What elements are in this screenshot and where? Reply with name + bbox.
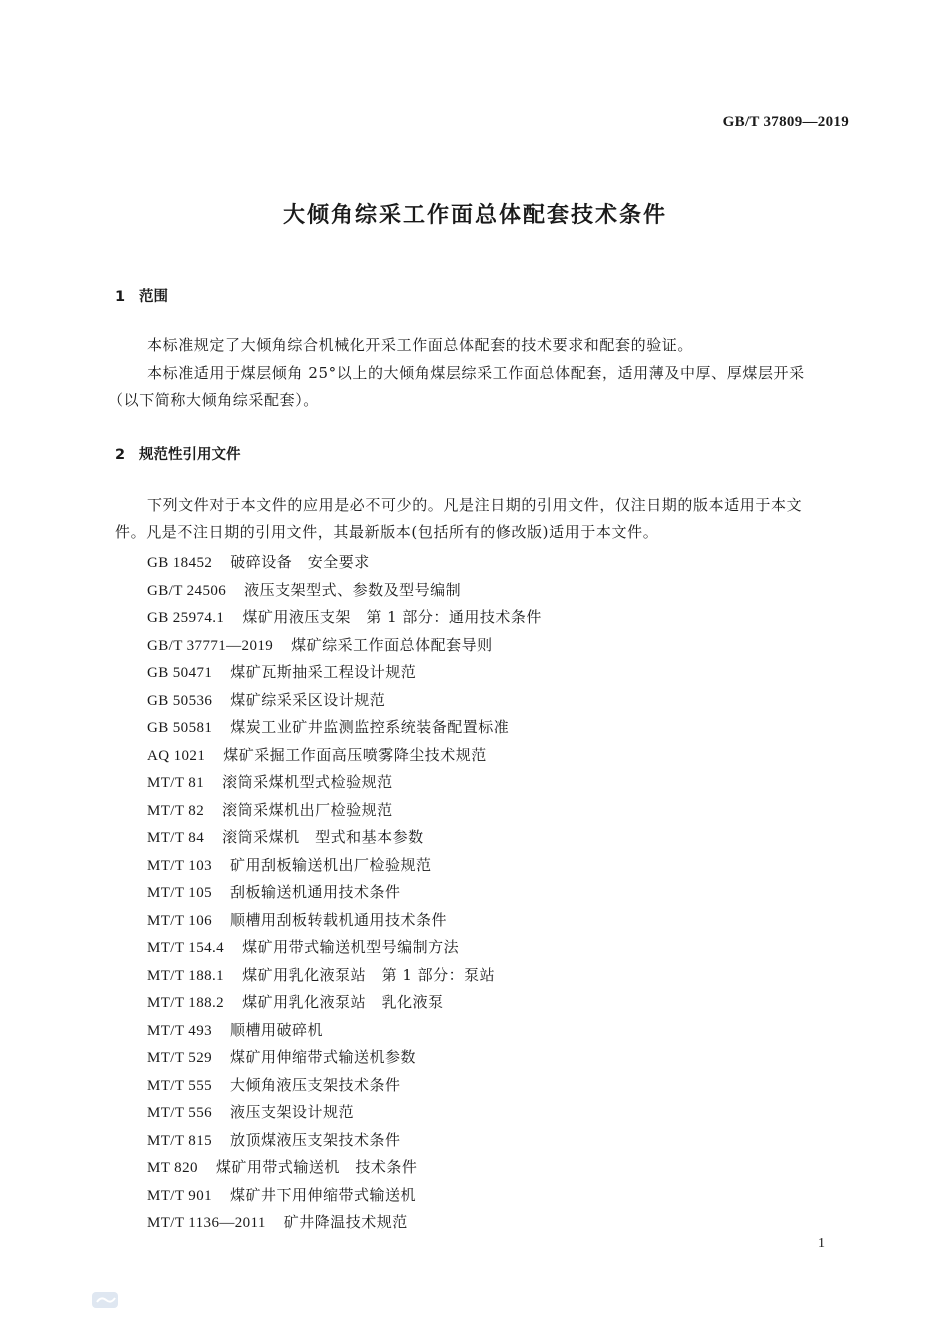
reference-item <box>147 881 401 902</box>
reference-item <box>147 854 432 875</box>
reference-title: 煤矿用乳化液泵站 第 1 部分：泵站 <box>242 965 496 984</box>
reference-code: MT/T 188.2 <box>147 995 225 1011</box>
reference-code: MT/T 188.1 <box>147 967 225 984</box>
reference-item <box>147 909 447 930</box>
reference-title: 顺槽用刮板转载机通用技术条件 <box>230 910 448 929</box>
reference-item <box>147 579 461 600</box>
reference-title: 煤矿综采采区设计规范 <box>230 690 386 709</box>
reference-title: 大倾角液压支架技术条件 <box>230 1075 401 1094</box>
reference-item <box>147 716 509 737</box>
scope-paragraph-1: 本标准规定了大倾角综合机械化开采工作面总体配套的技术要求和配套的验证。 <box>147 336 694 354</box>
reference-item <box>147 799 393 820</box>
reference-code: MT/T 1136—2011 <box>147 1215 266 1231</box>
reference-code: MT/T 154.4 <box>147 940 225 956</box>
section-title: 范围 <box>139 289 168 305</box>
reference-title: 滚筒采煤机型式检验规范 <box>222 773 393 791</box>
reference-item <box>147 771 393 792</box>
reference-item <box>147 1074 401 1095</box>
reference-title: 煤矿综采工作面总体配套导则 <box>291 635 493 654</box>
reference-title: 煤炭工业矿井监测监控系统装备配置标准 <box>230 718 510 736</box>
reference-title: 煤矿用带式输送机 技术条件 <box>215 1158 418 1176</box>
reference-item <box>147 634 493 655</box>
reference-code: GB 50536 <box>147 692 213 709</box>
reference-item <box>147 1211 408 1232</box>
reference-code: MT/T 555 <box>147 1077 213 1094</box>
document-title: 大倾角综采工作面总体配套技术条件 <box>282 203 667 228</box>
reference-title: 煤矿用伸缩带式输送机参数 <box>230 1048 417 1066</box>
reference-item <box>147 936 459 957</box>
reference-title: 矿井降温技术规范 <box>283 1213 408 1231</box>
section-title: 规范性引用文件 <box>139 447 241 463</box>
reference-item <box>147 744 487 765</box>
section-heading-normative-references <box>115 443 241 464</box>
reference-code: MT/T 815 <box>147 1132 213 1149</box>
reference-title: 顺槽用破碎机 <box>230 1020 324 1039</box>
references-intro-1: 下列文件对于本文件的应用是必不可少的。凡是注日期的引用文件，仅注日期的版本适用于本文 <box>147 496 803 514</box>
section-number: 1 <box>115 289 126 305</box>
reference-code: MT/T 105 <box>147 885 213 901</box>
reference-title: 刮板输送机通用技术条件 <box>230 883 401 901</box>
section-number: 2 <box>115 447 126 463</box>
publisher-logo-icon <box>92 1290 120 1310</box>
reference-code: GB/T 24506 <box>147 582 227 599</box>
reference-code: GB 25974.1 <box>147 610 225 626</box>
reference-title: 矿用刮板输送机出厂检验规范 <box>230 855 432 874</box>
reference-title: 煤矿井下用伸缩带式输送机 <box>230 1185 417 1204</box>
reference-title: 液压支架设计规范 <box>230 1103 355 1121</box>
reference-code: MT/T 493 <box>147 1022 213 1039</box>
reference-code: GB 18452 <box>147 555 213 571</box>
reference-item <box>147 826 424 847</box>
reference-code: MT/T 84 <box>147 830 205 846</box>
scope-paragraph-2: 本标准适用于煤层倾角 25°以上的大倾角煤层综采工作面总体配套，适用薄及中厚、厚煤层开采 <box>147 364 805 382</box>
reference-item <box>147 551 370 572</box>
reference-code: MT/T 106 <box>147 912 213 929</box>
reference-code: GB/T 37771—2019 <box>147 637 274 654</box>
reference-code: GB 50471 <box>147 665 213 681</box>
reference-title: 液压支架型式、参数及型号编制 <box>244 580 462 599</box>
reference-item <box>147 1046 416 1067</box>
reference-title: 煤矿用带式输送机型号编制方法 <box>242 938 460 956</box>
reference-item <box>147 1019 323 1040</box>
reference-item <box>147 689 385 710</box>
reference-item <box>147 991 444 1012</box>
reference-title: 煤矿用液压支架 第 1 部分：通用技术条件 <box>242 608 542 626</box>
reference-item <box>147 1184 416 1205</box>
section-heading-scope <box>115 285 168 306</box>
reference-title: 滚筒采煤机 型式和基本参数 <box>222 828 424 846</box>
reference-code: MT 820 <box>147 1160 198 1176</box>
reference-code: MT/T 81 <box>147 775 205 791</box>
reference-title: 煤矿用乳化液泵站 乳化液泵 <box>242 993 444 1011</box>
reference-item <box>147 606 542 627</box>
reference-code: GB 50581 <box>147 720 213 736</box>
reference-code: AQ 1021 <box>147 747 206 764</box>
reference-code: MT/T 901 <box>147 1187 213 1204</box>
reference-item <box>147 1129 401 1150</box>
page-number: 1 <box>818 1236 825 1251</box>
reference-title: 放顶煤液压支架技术条件 <box>230 1130 401 1149</box>
reference-item <box>147 1156 417 1177</box>
reference-title: 煤矿采掘工作面高压喷雾降尘技术规范 <box>223 745 487 764</box>
references-intro-2: 件。凡是不注日期的引用文件，其最新版本(包括所有的修改版)适用于本文件。 <box>115 523 659 541</box>
reference-title: 煤矿瓦斯抽采工程设计规范 <box>230 663 417 681</box>
reference-title: 滚筒采煤机出厂检验规范 <box>222 800 393 819</box>
reference-code: MT/T 556 <box>147 1105 213 1121</box>
reference-code: MT/T 529 <box>147 1050 213 1066</box>
reference-item <box>147 1101 354 1122</box>
reference-code: MT/T 103 <box>147 857 213 874</box>
reference-code: MT/T 82 <box>147 802 205 819</box>
reference-item <box>147 661 416 682</box>
scope-paragraph-2-cont: （以下简称大倾角综采配套）。 <box>108 391 319 409</box>
reference-title: 破碎设备 安全要求 <box>230 553 370 571</box>
standard-number: GB/T 37809—2019 <box>722 114 849 130</box>
reference-item <box>147 964 495 985</box>
